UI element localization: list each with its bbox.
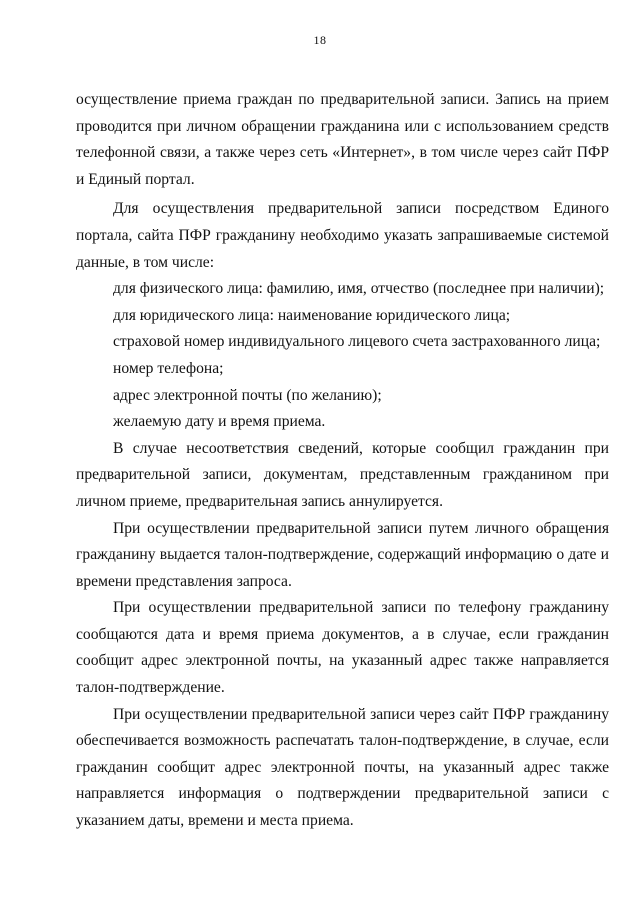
list-item: страховой номер индивидуального лицевого счета застрахованного лица; bbox=[113, 333, 601, 351]
paragraph: При осуществлении предварительной записи через сайт ПФР гражданину обеспечивается возможность распечатать талон-подтверждение, в случае, если гражданин сообщит адрес электронной почты, на указанный адрес также направляется информация о подтверждении предварительной записи с указанием даты, времени и места приема. bbox=[76, 705, 609, 830]
list-item: желаемую дату и время приема. bbox=[113, 413, 326, 431]
document-body bbox=[76, 87, 609, 835]
paragraph: При осуществлении предварительной записи путем личного обращения гражданину выдается талон-подтверждение, содержащий информацию о дате и времени представления запроса. bbox=[76, 519, 609, 590]
paragraph: Для осуществления предварительной записи посредством Единого портала, сайта ПФР гражданину необходимо указать запрашиваемые системой данные, в том числе: bbox=[76, 200, 609, 271]
paragraph: При осуществлении предварительной записи по телефону гражданину сообщаются дата и время приема документов, а в случае, если гражданин сообщит адрес электронной почты, на указанный адрес также направляется талон-подтверждение. bbox=[76, 599, 609, 697]
paragraph: В случае несоответствия сведений, которые сообщил гражданин при предварительной записи, документам, представленным гражданином при личном приеме, предварительная запись аннулируется. bbox=[76, 439, 609, 510]
list-item: адрес электронной почты (по желанию); bbox=[113, 386, 382, 404]
list-item: номер телефона; bbox=[113, 359, 224, 377]
list-item: для физического лица: фамилию, имя, отчество (последнее при наличии); bbox=[113, 280, 605, 298]
list-item: для юридического лица: наименование юридического лица; bbox=[113, 306, 511, 324]
paragraph: осуществление приема граждан по предварительной записи. Запись на прием проводится при личном обращении гражданина или с использованием средств телефонной связи, а также через сеть «Интернет», в том числе через сайт ПФР и Единый портал. bbox=[76, 91, 609, 188]
page-number: 18 bbox=[313, 33, 327, 47]
